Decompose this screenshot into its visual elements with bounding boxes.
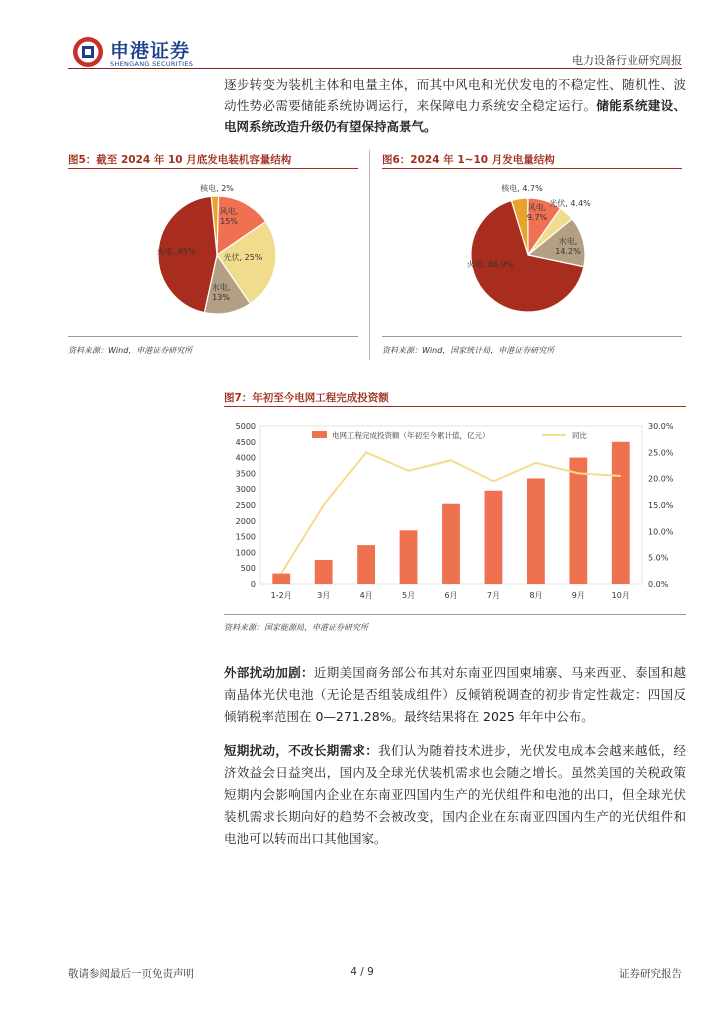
pie-label: 15% — [220, 217, 238, 226]
pie-label: 风电, — [219, 207, 239, 216]
intro-paragraph — [224, 74, 686, 137]
bar — [569, 458, 587, 584]
bar — [485, 491, 503, 584]
legend-label-investment: 电网工程完成投资额（年初至今累计值，亿元） — [332, 431, 490, 440]
x-tick-label: 7月 — [486, 591, 500, 600]
fig6-title: 图6：2024 年 1~10 月发电量结构 — [382, 154, 555, 166]
y-left-tick-label: 4500 — [235, 437, 256, 447]
pie-label: 13% — [212, 293, 230, 302]
report-type: 电力设备行业研究周报 — [572, 54, 682, 67]
para2-heading: 外部扰动加剧： — [224, 665, 314, 680]
intro-bold-text: 储能系统建设、电网系统改造升级仍有望保持高景气。 — [224, 98, 686, 134]
fig6-title-rule — [382, 168, 682, 169]
bar — [527, 478, 545, 584]
x-tick-label: 1-2月 — [270, 591, 292, 600]
bar — [612, 442, 630, 584]
page-number: 4 / 9 — [350, 966, 374, 978]
fig7-combo-chart — [224, 414, 686, 610]
x-tick-label: 3月 — [317, 591, 331, 600]
fig6-source-rule — [382, 336, 682, 337]
fig7-title: 图7：年初至今电网工程完成投资额 — [224, 392, 389, 404]
pie-label: 风电, — [527, 203, 547, 212]
fig5-source-rule — [68, 336, 358, 337]
pie-label: 火电, 66.9% — [466, 260, 514, 269]
fig7-title-rule — [224, 406, 686, 407]
y-left-tick-label: 0 — [250, 580, 256, 589]
y-left-tick-label: 3500 — [235, 469, 256, 479]
fig5-pie-chart — [68, 172, 358, 320]
bar — [272, 574, 290, 584]
y-right-tick-label: 0.0% — [648, 580, 669, 589]
y-left-tick-label: 500 — [240, 564, 256, 574]
x-tick-label: 10月 — [611, 591, 630, 600]
intro-text: 逐步转变为装机主体和电量主体，而其中风电和光伏发电的不稳定性、随机性、波动性势必需要储能系统协调运行，来保障电力系统安全稳定运行。 — [224, 77, 686, 113]
pie-label: 9.7% — [526, 213, 548, 222]
x-tick-label: 4月 — [359, 591, 373, 600]
para2-text: 近期美国商务部公布其对东南亚四国柬埔寨、马来西亚、泰国和越南晶体光伏电池（无论是否组装成组件）反倾销税调查的初步肯定性裁定：四国反倾销税率范围在 0—271.28%。最终结果将在 2025 年年中公布。 — [224, 665, 686, 724]
x-tick-label: 9月 — [571, 591, 585, 600]
bar — [357, 545, 375, 584]
pie-label: 火电, 45% — [156, 247, 196, 256]
x-tick-label: 5月 — [402, 591, 416, 600]
pie-label: 核电, 2% — [200, 184, 234, 193]
external-disturbance-paragraph — [224, 662, 686, 728]
brand-name-en: SHENGANG SECURITIES — [110, 60, 194, 68]
pie-label: 核电, 4.7% — [501, 184, 543, 193]
fig6-source: 资料来源：Wind，国家统计局，申港证券研究所 — [382, 346, 555, 355]
bar — [315, 560, 333, 584]
fig7-source: 资料来源：国家能源局，申港证券研究所 — [224, 623, 368, 632]
fig7-source-rule — [224, 614, 686, 615]
brand-name-cn: 申港证券 — [110, 40, 191, 62]
y-left-tick-label: 5000 — [235, 422, 256, 431]
para3-text: 我们认为随着技术进步，光伏发电成本会越来越低，经济效益会日益突出，国内及全球光伏装机需求也会随之增长。虽然美国的关税政策短期内会影响国内企业在东南亚四国内生产的光伏组件和电池的出口，但全球光伏装机需求长期向好的趋势不会被改变，国内企业在东南亚四国内生产的光伏组件和电池可以转而出口其他国家。 — [224, 743, 686, 846]
legend-swatch-investment — [312, 431, 327, 438]
pie-label: 水电, — [211, 283, 231, 292]
bar — [442, 504, 460, 584]
x-tick-label: 8月 — [529, 591, 543, 600]
y-right-tick-label: 30.0% — [648, 422, 674, 431]
bar — [400, 530, 418, 584]
pie-label: 14.2% — [555, 247, 581, 256]
fig5-title: 图5：截至 2024 年 10 月底发电装机容量结构 — [68, 154, 292, 166]
y-left-tick-label: 1000 — [235, 548, 256, 558]
y-left-tick-label: 4000 — [235, 453, 256, 463]
y-left-tick-label: 1500 — [235, 532, 256, 542]
pie-label: 水电, — [558, 237, 578, 246]
short-term-paragraph — [224, 740, 686, 850]
y-left-tick-label: 2500 — [235, 501, 256, 510]
pie-label: 光伏, 4.4% — [549, 199, 591, 208]
y-right-tick-label: 15.0% — [648, 501, 674, 510]
pie-label: 光伏, 25% — [223, 253, 263, 262]
header-divider — [68, 68, 682, 69]
y-right-tick-label: 10.0% — [648, 527, 674, 537]
y-right-tick-label: 20.0% — [648, 474, 674, 484]
fig5-source: 资料来源：Wind，申港证券研究所 — [68, 346, 193, 355]
y-left-tick-label: 3000 — [235, 485, 256, 495]
brand-logo-icon — [72, 36, 104, 68]
fig6-pie-chart — [382, 172, 682, 320]
y-right-tick-label: 25.0% — [648, 448, 674, 458]
y-right-tick-label: 5.0% — [648, 553, 669, 563]
figure-divider — [369, 150, 370, 360]
para3-heading: 短期扰动，不改长期需求： — [224, 743, 379, 758]
footer-report-label: 证券研究报告 — [619, 968, 682, 980]
legend-label-yoy: 同比 — [572, 431, 587, 440]
footer-disclaimer: 敬请参阅最后一页免责声明 — [68, 968, 194, 980]
x-tick-label: 6月 — [444, 591, 458, 600]
fig5-title-rule — [68, 168, 358, 169]
y-left-tick-label: 2000 — [235, 516, 256, 526]
